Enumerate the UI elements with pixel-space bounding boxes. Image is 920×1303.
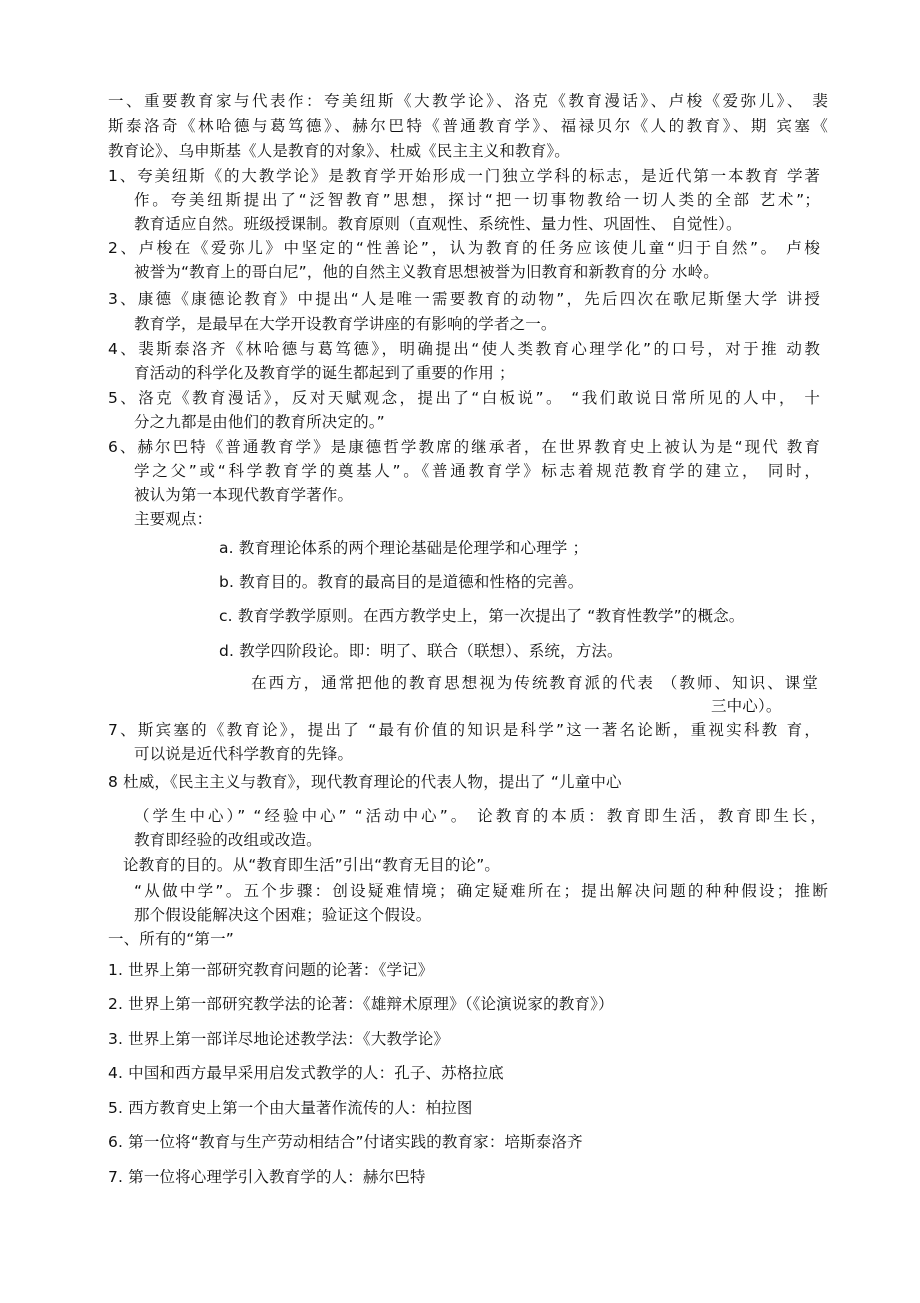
item1-line-1: 1、夸美纽斯《的大教学论》是教育学开始形成一门独立学科的标志，是近代第一本教育 学著	[108, 167, 820, 185]
item1-line-3: 教育适应自然。班级授课制。教育原则（直观性、系统性、量力性、巩固性、 自觉性）。	[134, 215, 742, 233]
item4-line-2: 育活动的科学化及教育学的诞生都起到了重要的作用 ；	[134, 364, 515, 382]
first-item-7: 7. 第一位将心理学引入教育学的人：赫尔巴特	[108, 1168, 426, 1186]
item8-line-5: “从做中学”。五个步骤：创设疑难情境；确定疑难所在；提出解决问题的种种假设；推断	[134, 882, 828, 900]
point-a: a. 教育理论体系的两个理论基础是伦理学和心理学 ；	[219, 539, 589, 557]
item8-line-6: 那个假设能解决这个困难；验证这个假设。	[134, 906, 432, 924]
item8-line-3: 教育即经验的改组或改造。	[134, 831, 322, 849]
item3-line-2: 教育学，是最早在大学开设教育学讲座的有影响的学者之一。	[134, 315, 557, 333]
first-item-2: 2. 世界上第一部研究教学法的论著：《雄辩术原理》（《论演说家的教育》）	[108, 995, 614, 1013]
section2-heading: 一、所有的“第一”	[108, 930, 234, 948]
point-b: b. 教育目的。教育的最高目的是道德和性格的完善。	[219, 573, 584, 591]
item6-line-2: 学之父”或“科学教育学的奠基人”。《普通教育学》标志着规范教育学的建立， 同时，	[134, 462, 820, 480]
item8-line-2: （学生中心）” “经验中心” “活动中心”。 论教育的本质：教育即生活，教育即生长，	[134, 807, 826, 825]
main-points-label: 主要观点：	[134, 510, 213, 528]
first-item-4: 4. 中国和西方最早采用启发式教学的人：孔子、苏格拉底	[108, 1064, 504, 1082]
point-d: d. 教学四阶段论。即：明了、联合（联想）、系统，方法。	[219, 642, 623, 660]
first-item-5: 5. 西方教育史上第一个由大量著作流传的人：柏拉图	[108, 1099, 473, 1117]
intro-line-2: 斯泰洛奇《林哈德与葛笃德》、赫尔巴特《普通教育学》、福禄贝尔《人的教育》、期 宾塞《	[108, 117, 828, 135]
intro-line-1: 一、重要教育家与代表作：夸美纽斯《大教学论》、洛克《教育漫话》、卢梭《爱弥儿》、 裴	[108, 92, 828, 110]
item6-line-1: 6、赫尔巴特《普通教育学》是康德哲学教席的继承者，在世界教育史上被认为是“现代 教育	[108, 438, 820, 456]
item4-line-1: 4、裴斯泰洛齐《林哈德与葛笃德》，明确提出“使人类教育心理学化”的口号，对于推 动教	[108, 340, 820, 358]
item6-line-3: 被认为第一本现代教育学著作。	[134, 486, 354, 504]
west-note-line-1: 在西方，通常把他的教育思想视为传统教育派的代表 （教师、知识、课堂	[251, 674, 818, 692]
item5-line-1: 5、洛克《教育漫话》，反对天赋观念，提出了“白板说”。 “我们敢说日常所见的人中， 十	[108, 389, 820, 407]
item3-line-1: 3、康德《康德论教育》中提出“人是唯一需要教育的动物”，先后四次在歌尼斯堡大学 讲授	[108, 290, 820, 308]
item7-line-2: 可以说是近代科学教育的先锋。	[134, 745, 354, 763]
item7-line-1: 7、斯宾塞的《教育论》，提出了 “最有价值的知识是科学”这一著名论断，重视实科教 育，	[108, 721, 820, 739]
point-c: c. 教育学教学原则。在西方教学史上，第一次提出了 “教育性教学”的概念。	[219, 607, 745, 625]
item2-line-1: 2、卢梭在《爱弥儿》中坚定的“性善论”，认为教育的任务应该使儿童“归于自然”。 卢梭	[108, 239, 820, 257]
item1-line-2: 作。夸美纽斯提出了“泛智教育”思想，探讨“把一切事物教给一切人类的全部 艺术”；	[134, 191, 820, 209]
item2-line-2: 被誉为“教育上的哥白尼”，他的自然主义教育思想被誉为旧教育和新教育的分 水岭。	[134, 263, 719, 281]
first-item-6: 6. 第一位将“教育与生产劳动相结合”付诸实践的教育家：培斯泰洛齐	[108, 1133, 583, 1151]
first-item-1: 1. 世界上第一部研究教育问题的论著：《学记》	[108, 961, 434, 979]
item8-line-1: 8 杜威，《民主主义与教育》，现代教育理论的代表人物，提出了 “儿童中心	[108, 773, 622, 791]
item5-line-2: 分之九都是由他们的教育所决定的。”	[134, 413, 385, 431]
first-item-3: 3. 世界上第一部详尽地论述教学法：《大教学论》	[108, 1030, 450, 1048]
west-note-line-2: 三中心）。	[711, 697, 782, 715]
item8-line-4: 论教育的目的。从“教育即生活”引出“教育无目的论”。	[123, 856, 501, 874]
intro-line-3: 教育论》、乌申斯基《人是教育的对象》、杜威《民主主义和教育》。	[108, 142, 570, 160]
